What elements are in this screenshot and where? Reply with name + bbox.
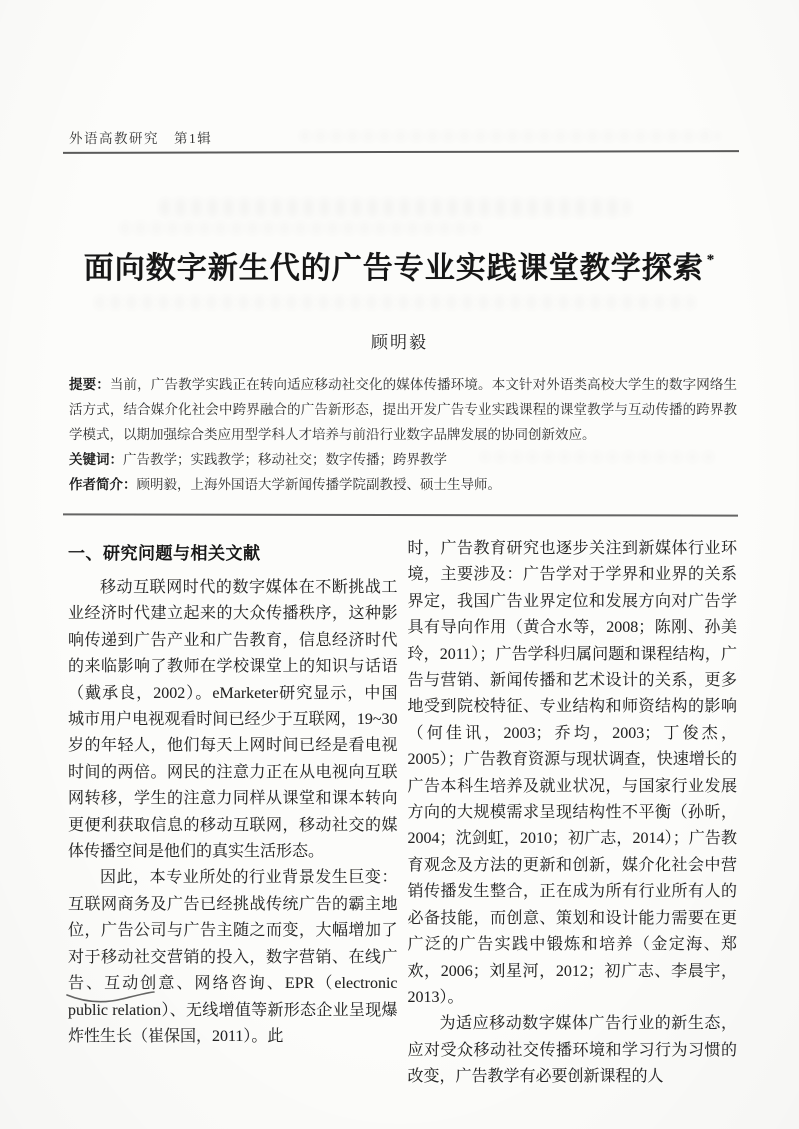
author-name: 顾明毅 <box>371 333 428 352</box>
scan-bleed-artifact <box>160 199 630 216</box>
article-title <box>0 243 799 287</box>
article-body <box>68 536 737 1091</box>
section-heading: 一、研究问题与相关文献 <box>68 544 261 563</box>
keywords-line <box>69 447 737 472</box>
scan-bleed-artifact <box>95 296 695 309</box>
abstract-paragraph <box>69 372 737 447</box>
author-bio-line <box>69 472 737 497</box>
body-paragraph: 时，广告教育研究也逐步关注到新媒体行业环境，主要涉及：广告学对于学界和业界的关系界定，我国广告业界定位和发展方向对广告学具有导向作用（黄合水等，2008；陈刚、孙美玲，2011）；广告学科归属问题和课程结构，广告与营销、新闻传播和艺术设计的关系，更多地受到院校特征、专业结构和师资结构的影响（何佳讯，2003；乔均，2003；丁俊杰，2005）；广告教育资源与现状调查，快速增长的广告本科生培养及就业状况，与国家行业发展方向的大规模需求呈现结构性不平衡（孙昕，2004；沈剑虹，2010；初广志，2014）；广告教育观念及方法的更新和创新，媒介化社会中营销传播发生整合，正在成为所有行业所有人的必备技能，而创意、策划和设计能力需要在更广泛的广告实践中锻炼和培养（金定海、郑欢，2006；刘星河，2012；初广志、李晨宇，2013）。 <box>407 540 737 1006</box>
front-matter-divider-rule <box>63 513 738 516</box>
article-title-text: 面向数字新生代的广告专业实践课堂教学探索 <box>83 252 704 285</box>
title-footnote-mark: * <box>706 252 716 268</box>
body-paragraph: 移动互联网时代的数字媒体在不断挑战工业经济时代建立起来的大众传播秩序，这种影响传递到广告产业和广告教育，信息经济时代的来临影响了教师在学校课堂上的知识与话语（戴承良，2002）。eMarketer研究显示，中国城市用户电视观看时间已经少于互联网，19~30岁的年轻人，他们每天上网时间已经是看电视时间的两倍。网民的注意力正在从电视向互联网转移，学生的注意力同样从课堂和课本转向更便利获取信息的移动互联网，移动社交的媒体传播空间是他们的真实生活形态。 <box>68 579 398 861</box>
keywords-label: 关键词： <box>69 452 123 467</box>
author-bio-label: 作者简介： <box>69 477 137 492</box>
front-matter <box>69 372 737 497</box>
abstract-label: 提要： <box>69 377 110 392</box>
scan-bleed-artifact <box>300 131 720 141</box>
author-bio-text: 顾明毅，上海外国语大学新闻传播学院副教授、硕士生导师。 <box>136 477 501 492</box>
header-rule <box>63 150 739 154</box>
keywords-text: 广告教学；实践教学；移动社交；数字传播；跨界教学 <box>123 452 447 467</box>
journal-running-head: 外语高教研究 第1辑 <box>69 131 213 146</box>
body-paragraph: 因此，本专业所处的行业背景发生巨变：互联网商务及广告已经挑战传统广告的霸主地位，广告公司与广告主随之而变，大幅增加了对于移动社交营销的投入，数字营销、在线广告、互动创意、网络咨询、EPR（electronic public relation）、无线增值等新形态企业呈现爆炸性生长（崔保国，2011）。此 <box>68 869 398 1045</box>
scan-bleed-artifact <box>120 222 480 234</box>
right-column <box>408 536 738 1091</box>
abstract-text: 当前，广告教学实践正在转向适应移动社交化的媒体传播环境。本文针对外语类高校大学生的数字网络生活方式，结合媒介化社会中跨界融合的广告新形态，提出开发广告专业实践课程的课堂教学与互动传播的跨界教学模式，以期加强综合类应用型学科人才培养与前沿行业数字品牌发展的协同创新效应。 <box>69 377 737 442</box>
handwritten-underline-mark <box>64 986 156 1008</box>
body-paragraph: 为适应移动数字媒体广告行业的新生态，应对受众移动社交传播环境和学习行为习惯的改变，广告教学有必要创新课程的人 <box>407 1015 737 1086</box>
